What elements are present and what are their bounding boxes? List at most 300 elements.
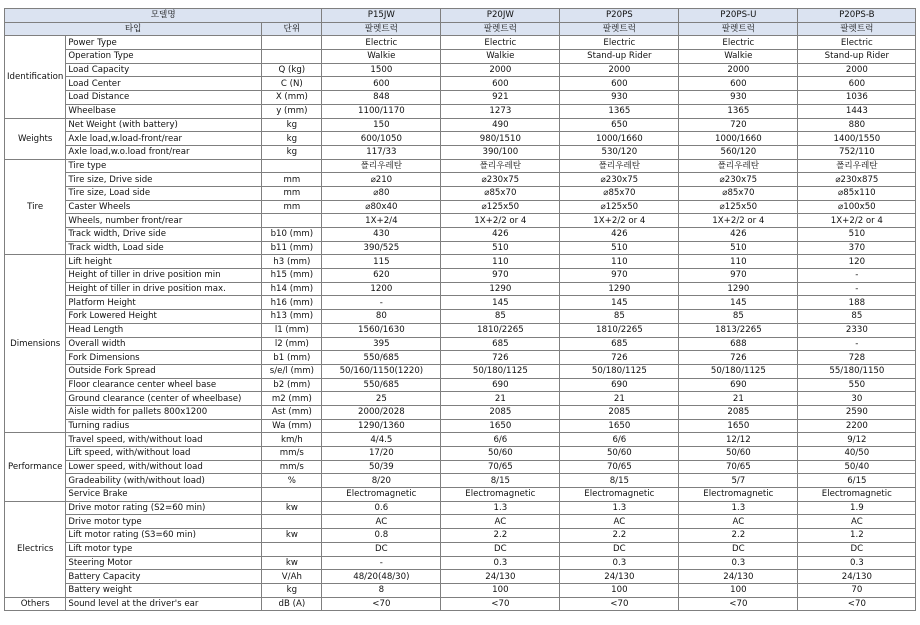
spec-value: 85	[679, 310, 798, 324]
spec-row	[5, 228, 916, 242]
spec-item-label: Track width, Load side	[66, 241, 262, 255]
spec-value: 85	[798, 310, 916, 324]
spec-row	[5, 364, 916, 378]
spec-value: 0.3	[798, 556, 916, 570]
spec-value: 426	[679, 228, 798, 242]
spec-unit: h16 (mm)	[262, 296, 322, 310]
spec-unit: b1 (mm)	[262, 351, 322, 365]
spec-item-label: Head Length	[66, 323, 262, 337]
spec-item-label: Sound level at the driver's ear	[66, 597, 262, 611]
model-label: 모델명	[5, 9, 322, 23]
spec-row	[5, 310, 916, 324]
spec-unit: h3 (mm)	[262, 255, 322, 269]
spec-unit: y (mm)	[262, 104, 322, 118]
spec-value: 85	[560, 310, 679, 324]
spec-value: 50/180/1125	[441, 364, 560, 378]
spec-value: 1560/1630	[322, 323, 441, 337]
spec-value: AC	[441, 515, 560, 529]
spec-item-label: Tire size, Load side	[66, 186, 262, 200]
spec-item-label: Aisle width for pallets 800x1200	[66, 405, 262, 419]
spec-row	[5, 63, 916, 77]
spec-value: 2.2	[679, 529, 798, 543]
spec-item-label: Overall width	[66, 337, 262, 351]
spec-value: 1X+2/2 or 4	[798, 214, 916, 228]
spec-value: 0.3	[560, 556, 679, 570]
group-label: Performance	[5, 433, 66, 501]
spec-item-label: Fork Dimensions	[66, 351, 262, 365]
spec-value: 폴리우레탄	[679, 159, 798, 173]
spec-value: ⌀85x70	[679, 186, 798, 200]
spec-unit: Q (kg)	[262, 63, 322, 77]
spec-value: 650	[560, 118, 679, 132]
group-label: Others	[5, 597, 66, 611]
spec-row	[5, 529, 916, 543]
spec-item-label: Power Type	[66, 36, 262, 50]
spec-value: 2085	[560, 405, 679, 419]
spec-item-label: Net Weight (with battery)	[66, 118, 262, 132]
spec-value: 6/15	[798, 474, 916, 488]
spec-value: DC	[441, 542, 560, 556]
spec-value: 685	[441, 337, 560, 351]
spec-value: 2200	[798, 419, 916, 433]
spec-unit: l1 (mm)	[262, 323, 322, 337]
spec-value: 40/50	[798, 447, 916, 461]
spec-value: 726	[560, 351, 679, 365]
spec-unit: kg	[262, 132, 322, 146]
spec-value: 2000	[798, 63, 916, 77]
spec-item-label: Tire size, Drive side	[66, 173, 262, 187]
group-label: Identification	[5, 36, 66, 118]
spec-value: 1443	[798, 104, 916, 118]
spec-unit: X (mm)	[262, 91, 322, 105]
spec-unit: Wa (mm)	[262, 419, 322, 433]
model-name: P20PS-B	[798, 9, 916, 23]
spec-value: 1400/1550	[798, 132, 916, 146]
spec-item-label: Axle load,w.load-front/rear	[66, 132, 262, 146]
spec-unit: s/e/l (mm)	[262, 364, 322, 378]
spec-unit: b10 (mm)	[262, 228, 322, 242]
spec-unit: l2 (mm)	[262, 337, 322, 351]
spec-value: 0.6	[322, 501, 441, 515]
spec-value: DC	[679, 542, 798, 556]
spec-value: 2000	[441, 63, 560, 77]
spec-item-label: Track width, Drive side	[66, 228, 262, 242]
spec-value: 5/7	[679, 474, 798, 488]
spec-row	[5, 337, 916, 351]
spec-row	[5, 474, 916, 488]
spec-value: 2000/2028	[322, 405, 441, 419]
spec-value: 1290/1360	[322, 419, 441, 433]
spec-value: 25	[322, 392, 441, 406]
spec-unit: kw	[262, 529, 322, 543]
spec-row	[5, 542, 916, 556]
spec-row	[5, 515, 916, 529]
spec-unit: kw	[262, 556, 322, 570]
spec-value: 720	[679, 118, 798, 132]
spec-value: -	[322, 296, 441, 310]
spec-value: 50/60	[560, 447, 679, 461]
spec-value: 2330	[798, 323, 916, 337]
spec-value: 50/40	[798, 460, 916, 474]
spec-item-label: Tire type	[66, 159, 262, 173]
spec-value: ⌀210	[322, 173, 441, 187]
spec-value: 921	[441, 91, 560, 105]
spec-value: 848	[322, 91, 441, 105]
spec-value: 2000	[560, 63, 679, 77]
spec-value: Electric	[441, 36, 560, 50]
spec-value: 620	[322, 269, 441, 283]
spec-value: 970	[679, 269, 798, 283]
spec-unit: C (N)	[262, 77, 322, 91]
spec-unit	[262, 515, 322, 529]
spec-item-label: Platform Height	[66, 296, 262, 310]
spec-value: 880	[798, 118, 916, 132]
spec-unit: mm	[262, 173, 322, 187]
spec-unit	[262, 159, 322, 173]
spec-value: 24/130	[560, 570, 679, 584]
spec-row	[5, 104, 916, 118]
spec-row	[5, 378, 916, 392]
spec-value: ⌀125x50	[679, 200, 798, 214]
spec-value: AC	[560, 515, 679, 529]
model-name: P20JW	[441, 9, 560, 23]
spec-value: Electromagnetic	[322, 488, 441, 502]
spec-value: 600	[322, 77, 441, 91]
spec-value: 1365	[679, 104, 798, 118]
spec-row	[5, 323, 916, 337]
spec-item-label: Drive motor rating (S2=60 min)	[66, 501, 262, 515]
spec-item-label: Drive motor type	[66, 515, 262, 529]
spec-unit: %	[262, 474, 322, 488]
spec-row	[5, 488, 916, 502]
spec-value: 110	[441, 255, 560, 269]
spec-value: ⌀230x875	[798, 173, 916, 187]
spec-unit: b11 (mm)	[262, 241, 322, 255]
spec-value: Stand-up Rider	[560, 50, 679, 64]
spec-value: <70	[560, 597, 679, 611]
spec-value: Electric	[560, 36, 679, 50]
spec-row	[5, 159, 916, 173]
spec-unit	[262, 50, 322, 64]
spec-value: 2.2	[560, 529, 679, 543]
spec-row	[5, 282, 916, 296]
spec-value: <70	[798, 597, 916, 611]
spec-value: 폴리우레탄	[322, 159, 441, 173]
spec-item-label: Floor clearance center wheel base	[66, 378, 262, 392]
spec-value: AC	[798, 515, 916, 529]
spec-value: 1X+2/2 or 4	[679, 214, 798, 228]
spec-item-label: Lift speed, with/without load	[66, 447, 262, 461]
spec-value: ⌀230x75	[679, 173, 798, 187]
spec-value: ⌀80	[322, 186, 441, 200]
spec-value: 1036	[798, 91, 916, 105]
spec-unit: dB (A)	[262, 597, 322, 611]
spec-value: -	[798, 337, 916, 351]
spec-value: 690	[679, 378, 798, 392]
spec-value: DC	[798, 542, 916, 556]
model-name: P15JW	[322, 9, 441, 23]
spec-value: ⌀85x70	[441, 186, 560, 200]
spec-row	[5, 145, 916, 159]
spec-item-label: Fork Lowered Height	[66, 310, 262, 324]
spec-value: 50/60	[441, 447, 560, 461]
spec-value: 510	[798, 228, 916, 242]
spec-value: 530/120	[560, 145, 679, 159]
spec-unit: m2 (mm)	[262, 392, 322, 406]
spec-value: 1.9	[798, 501, 916, 515]
spec-value: 17/20	[322, 447, 441, 461]
spec-value: Electromagnetic	[679, 488, 798, 502]
spec-value: 100	[441, 583, 560, 597]
spec-value: <70	[322, 597, 441, 611]
spec-unit: V/Ah	[262, 570, 322, 584]
spec-value: 2085	[679, 405, 798, 419]
spec-value: ⌀100x50	[798, 200, 916, 214]
spec-value: 145	[441, 296, 560, 310]
spec-row	[5, 460, 916, 474]
spec-value: Electromagnetic	[560, 488, 679, 502]
spec-value: 600	[441, 77, 560, 91]
spec-value: 1273	[441, 104, 560, 118]
spec-unit	[262, 214, 322, 228]
spec-value: 145	[679, 296, 798, 310]
spec-item-label: Axle load,w.o.load front/rear	[66, 145, 262, 159]
spec-item-label: Battery weight	[66, 583, 262, 597]
spec-value: 1365	[560, 104, 679, 118]
spec-value: Electric	[322, 36, 441, 50]
spec-value: 2.2	[441, 529, 560, 543]
spec-value: 600	[560, 77, 679, 91]
spec-row	[5, 583, 916, 597]
type-value: 팔렛트럭	[679, 22, 798, 36]
spec-value: ⌀230x75	[560, 173, 679, 187]
spec-item-label: Caster Wheels	[66, 200, 262, 214]
spec-value: 970	[441, 269, 560, 283]
spec-item-label: Travel speed, with/without load	[66, 433, 262, 447]
spec-value: Electric	[679, 36, 798, 50]
spec-value: 50/160/1150(1220)	[322, 364, 441, 378]
spec-item-label: Lift motor type	[66, 542, 262, 556]
spec-value: 70/65	[679, 460, 798, 474]
spec-value: Electromagnetic	[441, 488, 560, 502]
spec-value: -	[798, 282, 916, 296]
spec-value: 980/1510	[441, 132, 560, 146]
spec-value: 80	[322, 310, 441, 324]
spec-unit: kg	[262, 118, 322, 132]
spec-unit: km/h	[262, 433, 322, 447]
model-name: P20PS	[560, 9, 679, 23]
spec-value: 1.3	[679, 501, 798, 515]
spec-value: 1000/1660	[560, 132, 679, 146]
spec-table	[4, 8, 916, 611]
spec-value: 510	[441, 241, 560, 255]
spec-item-label: Battery Capacity	[66, 570, 262, 584]
spec-value: 145	[560, 296, 679, 310]
spec-value: 30	[798, 392, 916, 406]
spec-value: 0.3	[441, 556, 560, 570]
model-header-row	[5, 9, 916, 23]
spec-value: 1.3	[441, 501, 560, 515]
spec-value: 6/6	[441, 433, 560, 447]
spec-value: 24/130	[798, 570, 916, 584]
spec-item-label: Load Capacity	[66, 63, 262, 77]
spec-value: 0.8	[322, 529, 441, 543]
spec-value: 48/20(48/30)	[322, 570, 441, 584]
spec-value: 8/15	[441, 474, 560, 488]
spec-value: 728	[798, 351, 916, 365]
spec-value: 21	[441, 392, 560, 406]
spec-unit: mm	[262, 200, 322, 214]
spec-value: 50/180/1125	[560, 364, 679, 378]
spec-value: 1290	[560, 282, 679, 296]
spec-value: 1290	[679, 282, 798, 296]
spec-unit: Ast (mm)	[262, 405, 322, 419]
spec-unit	[262, 542, 322, 556]
spec-value: 1200	[322, 282, 441, 296]
spec-value: 550/685	[322, 378, 441, 392]
spec-value: 2000	[679, 63, 798, 77]
spec-value: 2590	[798, 405, 916, 419]
spec-value: <70	[679, 597, 798, 611]
spec-value: 폴리우레탄	[560, 159, 679, 173]
spec-value: DC	[322, 542, 441, 556]
spec-unit: h14 (mm)	[262, 282, 322, 296]
spec-unit: mm	[262, 186, 322, 200]
spec-value: ⌀80x40	[322, 200, 441, 214]
spec-value: 4/4.5	[322, 433, 441, 447]
spec-value: 726	[441, 351, 560, 365]
spec-row	[5, 556, 916, 570]
type-header-row	[5, 22, 916, 36]
spec-unit: h13 (mm)	[262, 310, 322, 324]
spec-value: 1650	[560, 419, 679, 433]
spec-value: 600	[798, 77, 916, 91]
spec-row	[5, 570, 916, 584]
spec-row	[5, 419, 916, 433]
spec-value: ⌀125x50	[560, 200, 679, 214]
spec-item-label: Height of tiller in drive position max.	[66, 282, 262, 296]
spec-value: 1810/2265	[441, 323, 560, 337]
type-value: 팔렛트럭	[322, 22, 441, 36]
spec-row	[5, 132, 916, 146]
spec-value: 490	[441, 118, 560, 132]
spec-row	[5, 77, 916, 91]
spec-value: 685	[560, 337, 679, 351]
spec-item-label: Height of tiller in drive position min	[66, 269, 262, 283]
unit-label: 단위	[262, 22, 322, 36]
spec-row	[5, 501, 916, 515]
spec-value: 100	[679, 583, 798, 597]
spec-row	[5, 392, 916, 406]
spec-unit: mm/s	[262, 460, 322, 474]
spec-value: Walkie	[322, 50, 441, 64]
spec-value: 390/100	[441, 145, 560, 159]
spec-value: 1X+2/2 or 4	[560, 214, 679, 228]
spec-unit	[262, 488, 322, 502]
spec-value: 1100/1170	[322, 104, 441, 118]
spec-value: 752/110	[798, 145, 916, 159]
spec-value: 1000/1660	[679, 132, 798, 146]
spec-value: 115	[322, 255, 441, 269]
type-value: 팔렛트럭	[441, 22, 560, 36]
spec-value: Walkie	[679, 50, 798, 64]
spec-value: 1290	[441, 282, 560, 296]
spec-item-label: Gradeability (with/without load)	[66, 474, 262, 488]
spec-value: 150	[322, 118, 441, 132]
spec-unit	[262, 36, 322, 50]
group-label: Tire	[5, 159, 66, 255]
spec-value: ⌀125x50	[441, 200, 560, 214]
spec-value: 폴리우레탄	[441, 159, 560, 173]
spec-value: 395	[322, 337, 441, 351]
spec-unit: kg	[262, 583, 322, 597]
spec-value: 9/12	[798, 433, 916, 447]
spec-value: 930	[679, 91, 798, 105]
spec-value: 550/685	[322, 351, 441, 365]
spec-item-label: Service Brake	[66, 488, 262, 502]
spec-value: 560/120	[679, 145, 798, 159]
spec-value: 390/525	[322, 241, 441, 255]
spec-row	[5, 447, 916, 461]
type-value: 팔렛트럭	[560, 22, 679, 36]
spec-row	[5, 296, 916, 310]
spec-value: 600	[679, 77, 798, 91]
spec-value: 8/20	[322, 474, 441, 488]
spec-item-label: Load Center	[66, 77, 262, 91]
spec-value: 1650	[441, 419, 560, 433]
spec-value: 폴리우레탄	[798, 159, 916, 173]
spec-value: Stand-up Rider	[798, 50, 916, 64]
spec-value: 690	[560, 378, 679, 392]
model-name: P20PS-U	[679, 9, 798, 23]
group-label: Electrics	[5, 501, 66, 597]
spec-value: 6/6	[560, 433, 679, 447]
spec-row	[5, 118, 916, 132]
spec-value: 70/65	[560, 460, 679, 474]
spec-value: -	[322, 556, 441, 570]
spec-value: 24/130	[441, 570, 560, 584]
spec-value: 510	[560, 241, 679, 255]
spec-value: DC	[560, 542, 679, 556]
spec-value: 21	[679, 392, 798, 406]
spec-row	[5, 597, 916, 611]
spec-value: 50/39	[322, 460, 441, 474]
spec-value: ⌀230x75	[441, 173, 560, 187]
spec-value: 690	[441, 378, 560, 392]
spec-unit: kw	[262, 501, 322, 515]
spec-row	[5, 433, 916, 447]
spec-item-label: Wheelbase	[66, 104, 262, 118]
spec-item-label: Turning radius	[66, 419, 262, 433]
spec-value: 85	[441, 310, 560, 324]
spec-row	[5, 269, 916, 283]
spec-value: 1650	[679, 419, 798, 433]
spec-value: 12/12	[679, 433, 798, 447]
type-label: 타입	[5, 22, 262, 36]
spec-value: 430	[322, 228, 441, 242]
spec-value: 600/1050	[322, 132, 441, 146]
spec-value: 21	[560, 392, 679, 406]
spec-value: 726	[679, 351, 798, 365]
spec-value: AC	[679, 515, 798, 529]
group-label: Weights	[5, 118, 66, 159]
spec-row	[5, 351, 916, 365]
spec-row	[5, 214, 916, 228]
spec-row	[5, 241, 916, 255]
spec-item-label: Ground clearance (center of wheelbase)	[66, 392, 262, 406]
spec-item-label: Load Distance	[66, 91, 262, 105]
spec-value: 100	[560, 583, 679, 597]
